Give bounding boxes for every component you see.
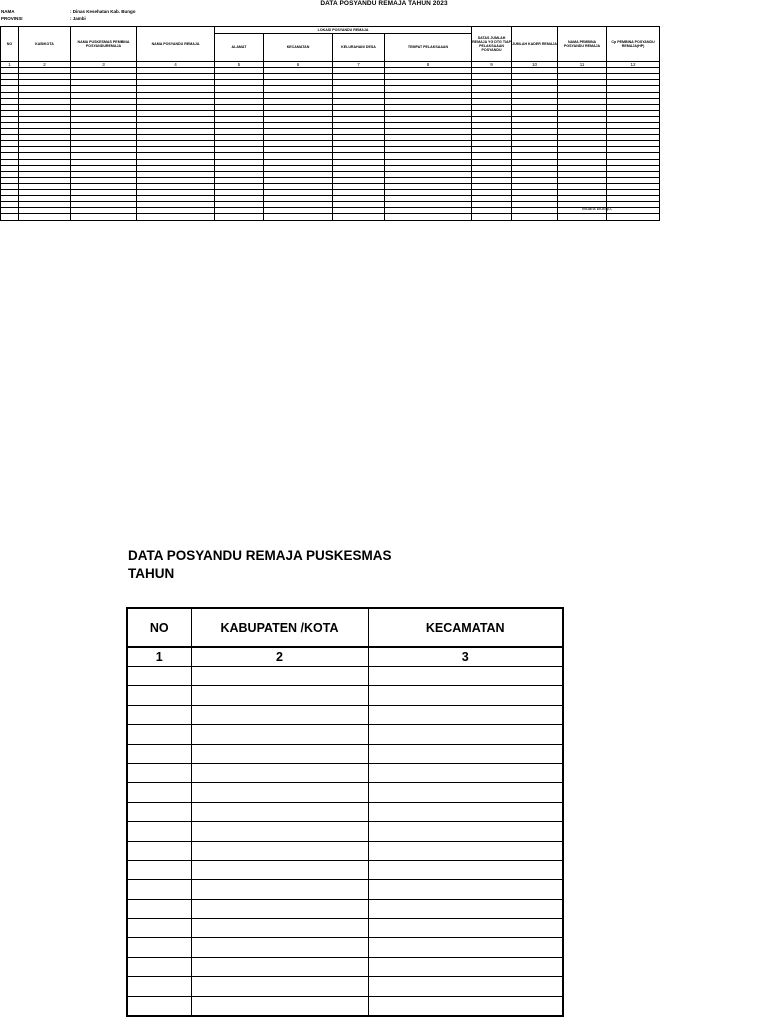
meta-value-provinsi: : Jambi (70, 16, 86, 21)
table-cell[interactable] (368, 686, 563, 705)
table-cell[interactable] (368, 899, 563, 918)
table-cell[interactable] (1, 214, 19, 220)
table-cell[interactable] (215, 214, 264, 220)
table-row (127, 899, 563, 918)
table-cell[interactable] (191, 841, 368, 860)
meta-label-provinsi: PROVINSI (1, 16, 23, 21)
table-cell[interactable] (127, 783, 191, 802)
col-kab-header: KAB/KOTA (19, 27, 71, 62)
doc2-header-no: NO (127, 608, 191, 647)
table-cell[interactable] (191, 667, 368, 686)
table-cell[interactable] (191, 880, 368, 899)
table-cell[interactable] (333, 214, 385, 220)
table-cell[interactable] (191, 686, 368, 705)
table-cell[interactable] (137, 214, 215, 220)
puskesmas-table (126, 607, 564, 1017)
table-cell[interactable] (368, 919, 563, 938)
col-pembina-cp-header: Cp PEMBINA POSYANDU REMAJA(HP) (607, 27, 660, 62)
table-cell[interactable] (191, 938, 368, 957)
table-cell[interactable] (191, 899, 368, 918)
doc2-blank-rows (127, 667, 563, 1017)
col-pembina-nama-header: NAMA PEMBINA POSYANDU REMAJA (558, 27, 607, 62)
table-cell[interactable] (191, 957, 368, 976)
doc2-title-line2: TAHUN (128, 566, 175, 581)
column-number-7: 7 (333, 62, 385, 68)
table-cell[interactable] (368, 957, 563, 976)
table-cell[interactable] (71, 214, 137, 220)
column-number-3: 3 (71, 62, 137, 68)
table-cell[interactable] (191, 802, 368, 821)
table-cell[interactable] (385, 214, 472, 220)
column-number-2: 2 (19, 62, 71, 68)
table-cell[interactable] (127, 977, 191, 996)
col-alamat-header: ALAMAT (215, 34, 264, 62)
col-kecamatan-header: KECAMATAN (264, 34, 333, 62)
table-cell[interactable] (191, 996, 368, 1016)
col-sasaran-header: SATAS JUMLAH REMAJA YG DTG TIAP PELAKSAAAN POSYANDU (472, 27, 512, 62)
table-cell[interactable] (191, 725, 368, 744)
table-row (1, 214, 660, 220)
table-cell[interactable] (127, 841, 191, 860)
table-cell[interactable] (127, 899, 191, 918)
footer-place-date: Muara Bungo, (582, 207, 613, 212)
table-cell[interactable] (368, 667, 563, 686)
table-cell[interactable] (127, 919, 191, 938)
table-row (127, 686, 563, 705)
doc2-number-3: 3 (368, 647, 563, 667)
table-row (127, 705, 563, 724)
table-cell[interactable] (191, 763, 368, 782)
table-row (127, 725, 563, 744)
table-row (127, 763, 563, 782)
table-cell[interactable] (264, 214, 333, 220)
table-cell[interactable] (127, 667, 191, 686)
table-cell[interactable] (127, 822, 191, 841)
posyandu-form-table (0, 26, 660, 221)
table-cell[interactable] (191, 705, 368, 724)
table-cell[interactable] (191, 822, 368, 841)
table-cell[interactable] (472, 214, 512, 220)
table-row (127, 822, 563, 841)
table-row (127, 783, 563, 802)
table-cell[interactable] (368, 938, 563, 957)
table-row (127, 977, 563, 996)
doc2-number-1: 1 (127, 647, 191, 667)
table-cell[interactable] (127, 802, 191, 821)
table-cell[interactable] (127, 880, 191, 899)
table-cell[interactable] (127, 860, 191, 879)
column-number-10: 10 (512, 62, 558, 68)
table-cell[interactable] (127, 996, 191, 1016)
table-cell[interactable] (368, 977, 563, 996)
table-row (127, 938, 563, 957)
column-number-11: 11 (558, 62, 607, 68)
table-row (127, 996, 563, 1016)
table-row (127, 860, 563, 879)
table-cell[interactable] (368, 822, 563, 841)
column-number-1: 1 (1, 62, 19, 68)
table-cell[interactable] (127, 686, 191, 705)
doc2-title (128, 547, 428, 583)
col-puskesmas-header: NAMA PUSKESMAS PEMBINA POSYANDUREMAJA (71, 27, 137, 62)
table-cell[interactable] (127, 938, 191, 957)
doc2-title-line1: DATA POSYANDU REMAJA PUSKESMAS (128, 548, 392, 563)
column-number-4: 4 (137, 62, 215, 68)
col-kelurahan-header: KELURAHAN/ DESA (333, 34, 385, 62)
table-cell[interactable] (368, 860, 563, 879)
form-blank-rows (1, 68, 660, 220)
table-cell[interactable] (368, 763, 563, 782)
table-cell[interactable] (368, 880, 563, 899)
table-row (127, 841, 563, 860)
table-cell[interactable] (191, 783, 368, 802)
table-cell[interactable] (368, 705, 563, 724)
table-cell[interactable] (19, 214, 71, 220)
table-cell[interactable] (191, 744, 368, 763)
table-cell[interactable] (127, 705, 191, 724)
table-cell[interactable] (191, 919, 368, 938)
col-kader-header: JUMLAH KADER REMAJA (512, 27, 558, 62)
table-cell[interactable] (368, 783, 563, 802)
table-cell[interactable] (368, 996, 563, 1016)
table-cell[interactable] (368, 744, 563, 763)
table-cell[interactable] (368, 841, 563, 860)
doc2-number-2: 2 (191, 647, 368, 667)
table-cell[interactable] (127, 725, 191, 744)
meta-label-nama: NAMA (1, 9, 15, 14)
table-cell[interactable] (191, 977, 368, 996)
table-cell[interactable] (127, 957, 191, 976)
table-cell[interactable] (368, 725, 563, 744)
doc2-header-kabupaten: KABUPATEN /KOTA (191, 608, 368, 647)
table-row (127, 744, 563, 763)
table-cell[interactable] (558, 214, 607, 220)
doc2-header-kecamatan: KECAMATAN (368, 608, 563, 647)
col-tempat-header: TEMPAT PELAKSAAAN (385, 34, 472, 62)
column-number-12: 12 (607, 62, 660, 68)
table-row (127, 957, 563, 976)
column-number-9: 9 (472, 62, 512, 68)
table-cell[interactable] (368, 802, 563, 821)
table-row (127, 880, 563, 899)
table-row (127, 919, 563, 938)
column-number-5: 5 (215, 62, 264, 68)
table-cell[interactable] (127, 744, 191, 763)
meta-value-nama: : Dinas Kesehatan Kab. Bungo (70, 9, 136, 14)
column-number-6: 6 (264, 62, 333, 68)
table-cell[interactable] (127, 763, 191, 782)
col-posyandu-header: NAMA POSYANDU REMAJA (137, 27, 215, 62)
table-row (127, 802, 563, 821)
column-number-8: 8 (385, 62, 472, 68)
table-cell[interactable] (191, 860, 368, 879)
table-cell[interactable] (607, 214, 660, 220)
form-title: DATA POSYANDU REMAJA TAHUN 2023 (320, 0, 448, 7)
table-row (127, 667, 563, 686)
lokasi-group-header: LOKASI POSYANDU REMAJA (215, 27, 472, 34)
col-no-header: NO (1, 27, 19, 62)
table-cell[interactable] (512, 214, 558, 220)
